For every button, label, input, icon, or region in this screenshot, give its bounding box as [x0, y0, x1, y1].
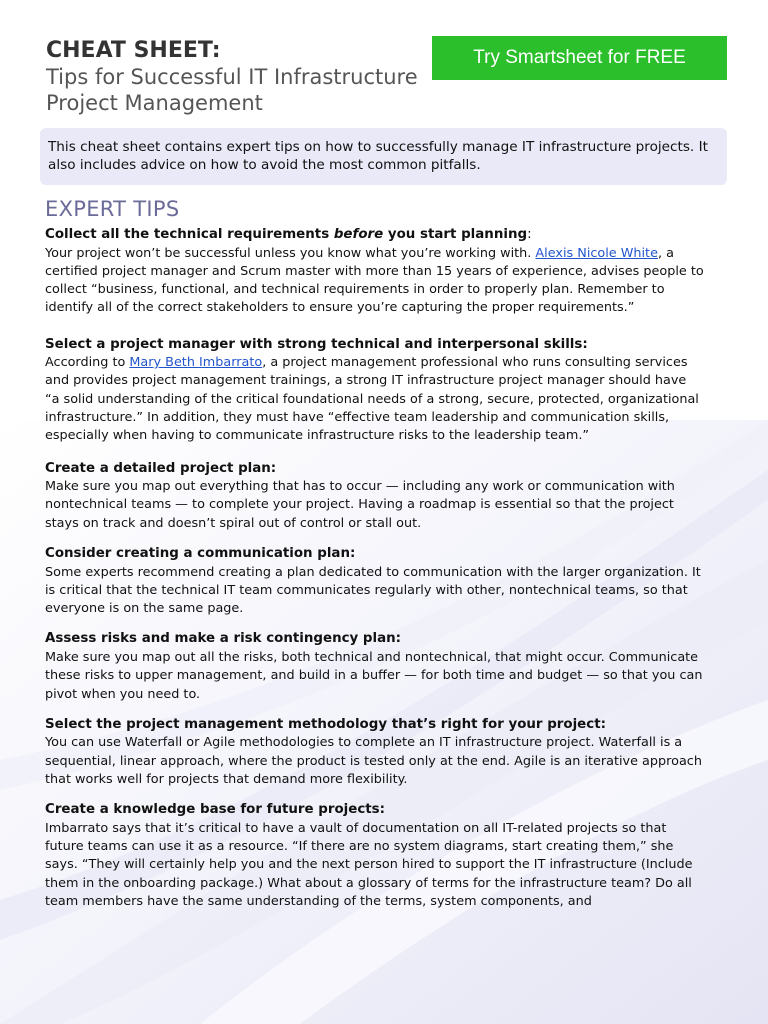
tip-title-text: you start planning [383, 227, 528, 242]
tip-title-text: Collect all the technical requirements [45, 227, 334, 242]
tip-item [45, 801, 705, 911]
tip-item [45, 716, 705, 789]
alexis-nicole-white-link[interactable]: Alexis Nicole White [535, 245, 658, 261]
tip-body [45, 245, 705, 318]
tip-item [45, 226, 705, 318]
tip-body: Make sure you map out everything that has to occur — including any work or communication with nontechnical teams — to complete your project. Having a roadmap is essential so that the project stays on track and doesn’t spiral out of control or stall out. [45, 479, 675, 531]
tip-body-text: “a solid understanding of the critical foundational needs of a strong, secure, protected, organizational infrastructure.” In addition, they must have “effective team leadership and communication skills, especially when having to communicate infrastructure risks to the leadership team.” [45, 391, 699, 444]
tip-title-emphasis: before [333, 227, 384, 242]
tip-title [45, 226, 705, 245]
tip-title: Create a detailed project plan: [45, 460, 277, 476]
tip-title: Select the project management methodology that’s right for your project: [45, 716, 606, 732]
tip-body-text: Your project won’t be successful unless you know what you’re working with. [45, 245, 536, 261]
mary-beth-imbarrato-link[interactable]: Mary Beth Imbarrato [129, 355, 263, 371]
tip-item [45, 545, 705, 618]
tips-list [45, 226, 705, 921]
tip-body [45, 354, 705, 445]
page-title: CHEAT SHEET: [46, 38, 221, 63]
tip-item [45, 630, 705, 703]
title-block [46, 38, 466, 116]
tip-body-text: , a project management professional who runs consulting services and provides project management trainings, a strong IT infrastructure project manager should have [45, 355, 688, 389]
section-heading: EXPERT TIPS [45, 197, 180, 221]
page-subtitle-line1: Tips for Successful IT Infrastructure [46, 65, 418, 89]
tip-body-text: , a certified project manager and Scrum master with more than 15 years of experience, advises people to collect “business, functional, and technical requirements in order to properly plan. Remember to identify all of the correct stakeholders to ensure you’re capturing the proper requirements.” [45, 245, 704, 316]
intro-box: This cheat sheet contains expert tips on how to successfully manage IT infrastructure projects. It also includes advice on how to avoid the most common pitfalls. [40, 128, 727, 185]
page-subtitle-line2: Project Management [46, 91, 263, 115]
tip-body: Some experts recommend creating a plan dedicated to communication with the larger organization. It is critical that the technical IT team communicates regularly with other, nontechnical teams, so that everyone is on the same page. [45, 564, 701, 617]
tip-body: Make sure you map out all the risks, both technical and nontechnical, that might occur. Communicate these risks to upper management, and build in a buffer — for both time and budget — so that you can pivot when you need to. [45, 649, 703, 702]
tip-title: Assess risks and make a risk contingency plan: [45, 631, 402, 647]
tip-body-text: According to [45, 355, 130, 371]
tip-title: Consider creating a communication plan: [45, 546, 356, 562]
tip-title-colon: : [527, 227, 532, 242]
tip-title: Select a project manager with strong technical and interpersonal skills: [45, 336, 588, 352]
try-smartsheet-button[interactable]: Try Smartsheet for FREE [432, 36, 727, 80]
tip-item [45, 460, 705, 533]
tip-body: You can use Waterfall or Agile methodologies to complete an IT infrastructure project. Waterfall is a sequential, linear approach, where the product is tested only at the end. Agile is an iterative approach that works well for projects that demand more flexibility. [45, 735, 702, 787]
tip-item [45, 336, 705, 446]
tip-title: Create a knowledge base for future projects: [45, 802, 385, 818]
tip-body: Imbarrato says that it’s critical to have a vault of documentation on all IT-related projects so that future teams can use it as a resource. “If there are no system diagrams, start creating them,” she says. “They will certainly help you and the next person hired to support the IT infrastructure (Include them in the onboarding package.) What about a glossary of terms for the infrastructure team? Do all team members have the same understanding of the terms, system components, and [45, 820, 693, 909]
